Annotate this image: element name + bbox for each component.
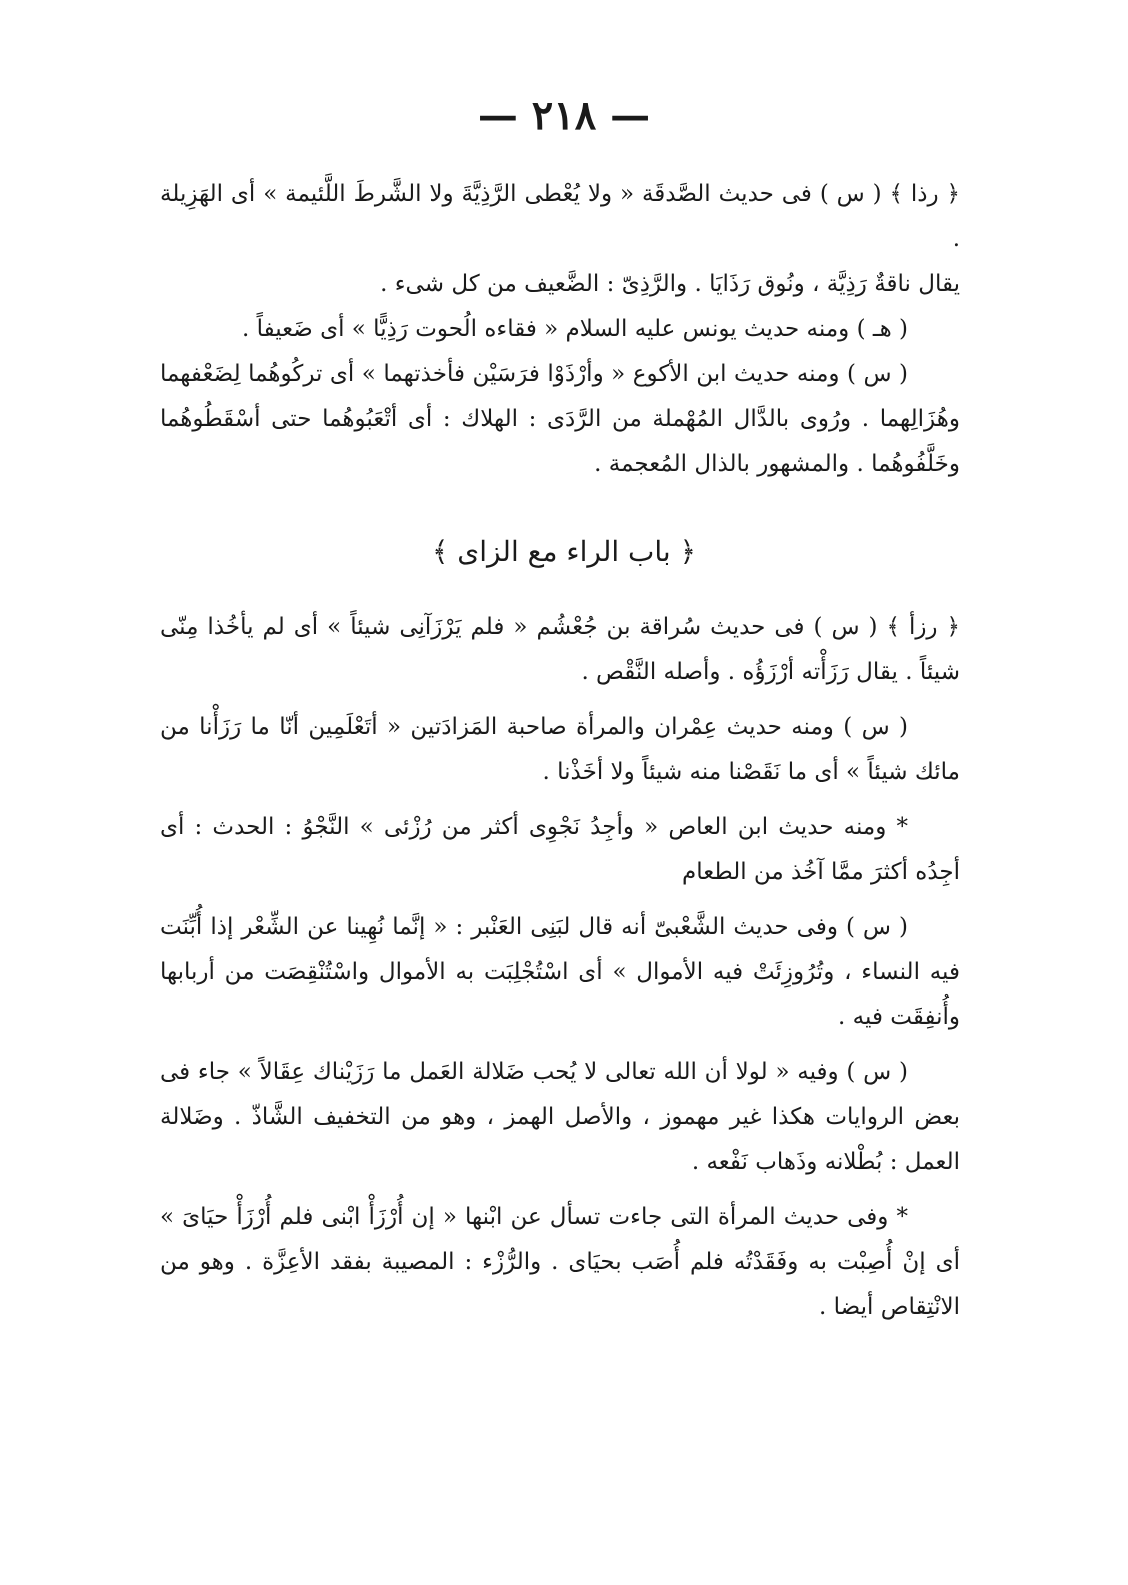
entry-raza-hadith-iqal: ( س ) وفيه « لولا أن الله تعالى لا يُحب ضَلالة العَمل ما رَزَيْناك عِقَالاً » جاء فى بعض الروايات هكذا غير مهموز ، والأصل الهمز ، وهو من التخفيف الشَّاذّ . وضَلالة العمل : بُطْلانه وذَهاب نَفْعه .: [160, 1059, 960, 1175]
page-number: — ٢١٨ —: [477, 92, 651, 139]
entry-raza-hadith-woman: * وفى حديث المرأة التى جاءت تسأل عن ابْنها « إن أُرْزَأْ ابْنى فلم أُرْزَأْ حيَاىَ » أى إنْ أُصِبْت به وفَقَدْتُه فلم أُصَب بحيَاى . والرُّزْء : المصيبة بفقد الأعِزَّة . وهو من الانْتِقاص أيضا .: [160, 1204, 960, 1320]
entry-raza: [160, 605, 960, 1330]
entry-raza-hadith-ibn-alas: * ومنه حديث ابن العاص « وأجِدُ نَجْوِى أكثر من رُزْئى » النَّجْوُ : الحدث : أى أجِدُه أكثرَ ممَّا آخُذ من الطعام: [160, 814, 960, 885]
entry-raza-hadith-shabi: ( س ) وفى حديث الشَّعْبىّ أنه قال لبَنِى العَنْبر : « إنَّما نُهِينا عن الشِّعْر إذا أُبِّنَت فيه النساء ، وتُرُوزِئَتْ فيه الأموال » أى اسْتُجْلِبَت به الأموال واسْتُنْقِصَت من أربابها وأُنفِقَت فيه .: [160, 914, 960, 1030]
chapter-heading: ﴿ باب الراء مع الزاى ﴾: [431, 535, 697, 568]
entry-radha-hadith-akwa: ( س ) ومنه حديث ابن الأكوع « وأرْذَوْا فرَسَيْن فأخذتهما » أى تركُوهُما لِضَعْفهما وهُزَالِهما . ورُوى بالدَّال المُهْملة من الرَّدَى : الهلاك : أى أتْعَبُوهُما حتى أسْقَطُوهُما وخَلَّفُوهُما . والمشهور بالذال المُعجمة .: [160, 361, 960, 477]
entry-raza-hadith-imran: ( س ) ومنه حديث عِمْران والمرأة صاحبة المَزادَتين « أتَعْلَمِين أنّا ما رَزَأْنا من مائك شيئاً » أى ما نَقَصْنا منه شيئاً ولا أخَذْنا .: [160, 714, 960, 785]
entry-radha-headword-line: ﴿ رذا ﴾ ( س ) فى حديث الصَّدقَة « ولا يُعْطى الرَّذِيَّةَ ولا الشَّرطَ اللَّئيمة » أى الهَزِيلة .: [160, 181, 960, 252]
entry-radha-definition-line: يقال ناقةٌ رَذِيَّة ، ونُوق رَذَايَا . والرَّذِىّ : الضَّعيف من كل شىء .: [380, 271, 960, 297]
entry-radha: [160, 172, 960, 487]
entry-radha-hadith-yunus: ( هـ ) ومنه حديث يونس عليه السلام « فقاءه الُحوت رَذِيًّا » أى ضَعيفاً .: [241, 316, 908, 342]
entry-raza-headword-paragraph: ﴿ رزأ ﴾ ( س ) فى حديث سُراقة بن جُعْشُم « فلم يَرْزَآنِى شيئاً » أى لم يأخُذا مِنّى شيئاً . يقال رَزَأْته أرْزَؤُه . وأصله النَّقْص .: [160, 614, 960, 685]
